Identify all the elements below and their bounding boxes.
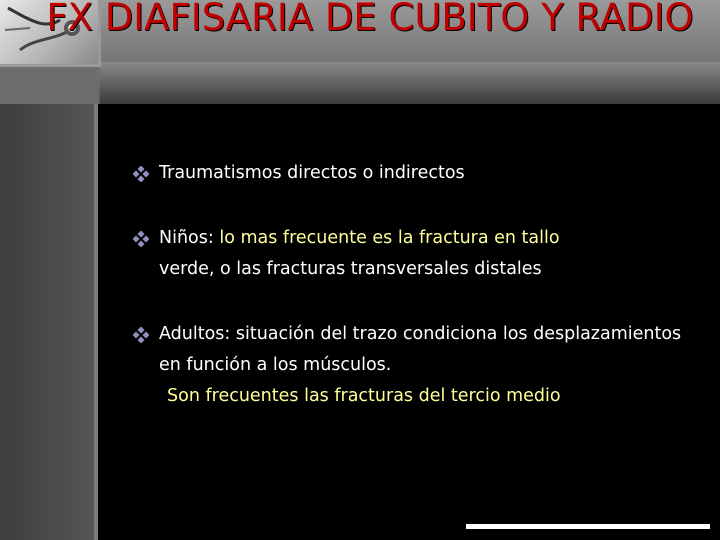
bullet-text: Traumatismos directos o indirectos	[159, 163, 465, 183]
diamond-quad-icon	[133, 327, 149, 343]
bullet-highlight: Son frecuentes las fracturas del tercio medio	[167, 386, 561, 406]
divider-line	[94, 104, 98, 540]
corner-bar	[0, 64, 98, 104]
bullet-highlight: lo mas frecuente es la fractura en tallo	[219, 228, 560, 248]
bullet-item	[133, 319, 693, 412]
bullet-item	[133, 158, 693, 189]
slide-title: FX DIAFISARIA DE CUBITO Y RADIO	[46, 0, 694, 39]
bullet-item	[133, 223, 693, 285]
bullet-list	[133, 158, 693, 446]
bullet-text: Adultos: situación del trazo condiciona los desplazamientos en función a los músculos.	[159, 324, 682, 375]
footer-bar	[466, 524, 710, 529]
diamond-quad-icon	[133, 231, 149, 247]
diamond-quad-icon	[133, 166, 149, 182]
header-shadow	[100, 62, 720, 104]
left-panel	[0, 104, 94, 540]
bullet-text-continued: verde, o las fracturas transversales distales	[159, 259, 542, 279]
bullet-text: Niños:	[159, 228, 220, 248]
